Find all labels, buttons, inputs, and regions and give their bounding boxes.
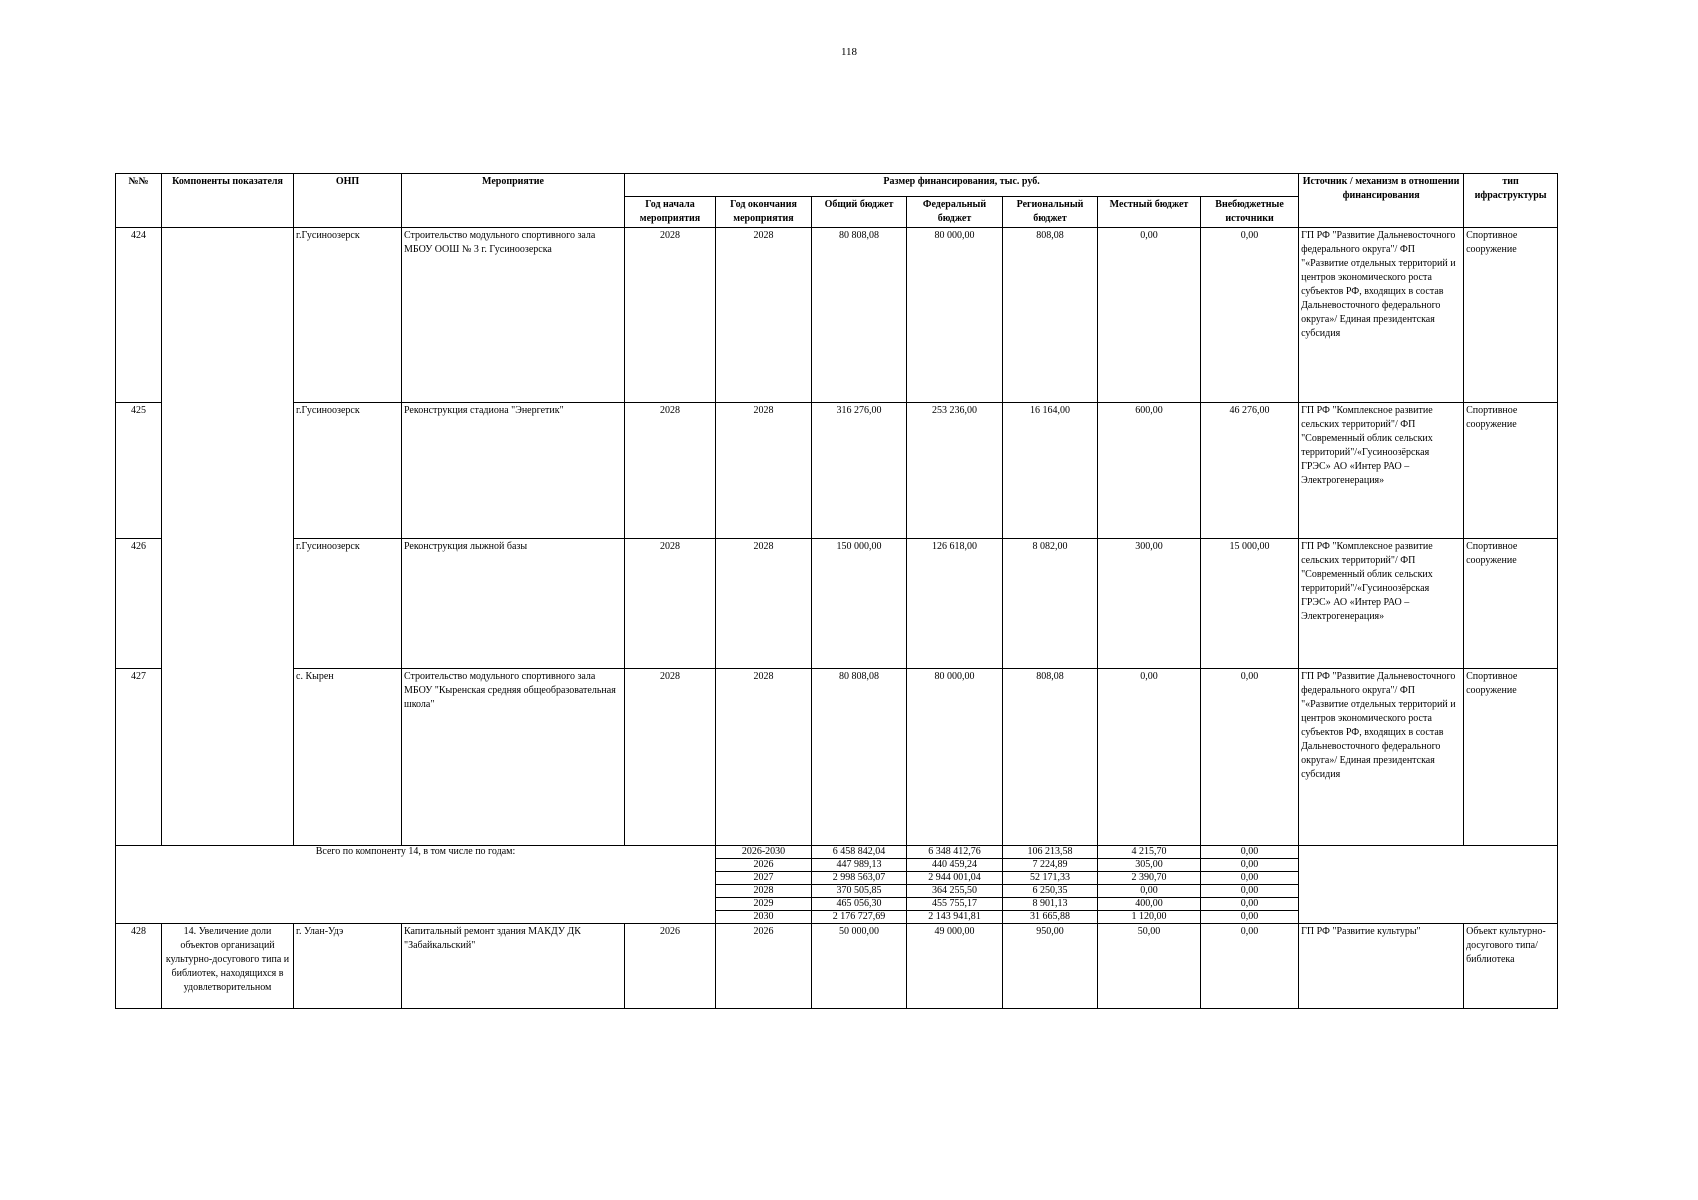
totals-local: 2 390,70 <box>1098 872 1201 885</box>
totals-extra: 0,00 <box>1201 911 1299 924</box>
table-row <box>116 924 1558 1009</box>
header-infra-type: тип ифраструктуры <box>1464 174 1558 228</box>
row-onp: с. Кырен <box>294 669 402 846</box>
row-total: 50 000,00 <box>812 924 907 1009</box>
row-start: 2028 <box>625 669 716 846</box>
header-num: №№ <box>116 174 162 228</box>
totals-year: 2026-2030 <box>716 846 812 859</box>
row-infra: Спортивное сооружение <box>1464 228 1558 403</box>
financing-table <box>115 173 1558 1009</box>
header-row-main <box>116 174 1558 197</box>
row-num: 427 <box>116 669 162 846</box>
header-local-budget: Местный бюджет <box>1098 197 1201 228</box>
header-source: Источник / механизм в отношении финансирования <box>1299 174 1464 228</box>
row-component-empty <box>162 228 294 846</box>
totals-total: 447 989,13 <box>812 859 907 872</box>
row-regional: 808,08 <box>1003 228 1098 403</box>
totals-regional: 7 224,89 <box>1003 859 1098 872</box>
row-source: ГП РФ "Комплексное развитие сельских территорий"/ ФП "Современный облик сельских территорий"/«Гусиноозёрская ГРЭС» АО «Интер РАО – Электрогенерация» <box>1299 403 1464 539</box>
row-onp: г.Гусиноозерск <box>294 228 402 403</box>
header-extra-budget: Внебюджетные источники <box>1201 197 1299 228</box>
totals-federal: 6 348 412,76 <box>907 846 1003 859</box>
row-event: Реконструкция лыжной базы <box>402 539 625 669</box>
totals-year: 2027 <box>716 872 812 885</box>
table-row <box>116 539 1558 669</box>
row-extra: 0,00 <box>1201 228 1299 403</box>
totals-regional: 8 901,13 <box>1003 898 1098 911</box>
totals-empty <box>1299 846 1558 924</box>
totals-federal: 364 255,50 <box>907 885 1003 898</box>
row-federal: 253 236,00 <box>907 403 1003 539</box>
row-start: 2026 <box>625 924 716 1009</box>
totals-total: 2 998 563,07 <box>812 872 907 885</box>
row-source: ГП РФ "Развитие Дальневосточного федерального округа"/ ФП "«Развитие отдельных территорий и центров экономического роста субъектов РФ, входящих в состав Дальневосточного федерального округа»/ Единая президентская субсидия <box>1299 669 1464 846</box>
row-start: 2028 <box>625 228 716 403</box>
totals-year: 2029 <box>716 898 812 911</box>
table-row <box>116 669 1558 846</box>
row-end: 2028 <box>716 539 812 669</box>
row-event: Капитальный ремонт здания МАКДУ ДК "Забайкальский" <box>402 924 625 1009</box>
header-regional-budget: Региональный бюджет <box>1003 197 1098 228</box>
row-end: 2028 <box>716 228 812 403</box>
row-regional: 16 164,00 <box>1003 403 1098 539</box>
row-total: 316 276,00 <box>812 403 907 539</box>
row-num: 428 <box>116 924 162 1009</box>
row-source: ГП РФ "Развитие Дальневосточного федерального округа"/ ФП "«Развитие отдельных территорий и центров экономического роста субъектов РФ, входящих в состав Дальневосточного федерального округа»/ Единая президентская субсидия <box>1299 228 1464 403</box>
totals-local: 0,00 <box>1098 885 1201 898</box>
header-total-budget: Общий бюджет <box>812 197 907 228</box>
row-extra: 0,00 <box>1201 669 1299 846</box>
totals-year: 2030 <box>716 911 812 924</box>
table-row <box>116 228 1558 403</box>
totals-total: 465 056,30 <box>812 898 907 911</box>
row-event: Строительство модульного спортивного зала МБОУ ООШ № 3 г. Гусиноозерска <box>402 228 625 403</box>
header-onp: ОНП <box>294 174 402 228</box>
header-event: Мероприятие <box>402 174 625 228</box>
totals-federal: 2 944 001,04 <box>907 872 1003 885</box>
totals-extra: 0,00 <box>1201 859 1299 872</box>
page-number: 118 <box>840 46 858 58</box>
row-start: 2028 <box>625 403 716 539</box>
totals-total: 6 458 842,04 <box>812 846 907 859</box>
row-onp: г. Улан-Удэ <box>294 924 402 1009</box>
row-onp: г.Гусиноозерск <box>294 403 402 539</box>
row-num: 426 <box>116 539 162 669</box>
totals-label: Всего по компоненту 14, в том числе по годам: <box>116 846 716 924</box>
row-infra: Спортивное сооружение <box>1464 403 1558 539</box>
row-federal: 80 000,00 <box>907 669 1003 846</box>
row-num: 425 <box>116 403 162 539</box>
totals-local: 400,00 <box>1098 898 1201 911</box>
row-regional: 808,08 <box>1003 669 1098 846</box>
row-total: 150 000,00 <box>812 539 907 669</box>
totals-extra: 0,00 <box>1201 872 1299 885</box>
row-extra: 15 000,00 <box>1201 539 1299 669</box>
totals-local: 1 120,00 <box>1098 911 1201 924</box>
totals-year: 2026 <box>716 859 812 872</box>
row-infra: Объект культурно-досугового типа/библиотека <box>1464 924 1558 1009</box>
totals-regional: 31 665,88 <box>1003 911 1098 924</box>
header-start-year: Год начала мероприятия <box>625 197 716 228</box>
totals-total: 2 176 727,69 <box>812 911 907 924</box>
totals-year: 2028 <box>716 885 812 898</box>
row-infra: Спортивное сооружение <box>1464 669 1558 846</box>
totals-regional: 106 213,58 <box>1003 846 1098 859</box>
row-local: 0,00 <box>1098 669 1201 846</box>
totals-federal: 2 143 941,81 <box>907 911 1003 924</box>
totals-extra: 0,00 <box>1201 898 1299 911</box>
totals-regional: 52 171,33 <box>1003 872 1098 885</box>
totals-local: 305,00 <box>1098 859 1201 872</box>
row-event: Строительство модульного спортивного зала МБОУ "Кыренская средняя общеобразовательная школа" <box>402 669 625 846</box>
row-start: 2028 <box>625 539 716 669</box>
row-federal: 126 618,00 <box>907 539 1003 669</box>
header-end-year: Год окончания мероприятия <box>716 197 812 228</box>
totals-federal: 455 755,17 <box>907 898 1003 911</box>
row-total: 80 808,08 <box>812 669 907 846</box>
row-source: ГП РФ "Развитие культуры" <box>1299 924 1464 1009</box>
row-regional: 8 082,00 <box>1003 539 1098 669</box>
row-total: 80 808,08 <box>812 228 907 403</box>
row-federal: 80 000,00 <box>907 228 1003 403</box>
row-extra: 46 276,00 <box>1201 403 1299 539</box>
row-num: 424 <box>116 228 162 403</box>
header-federal-budget: Федеральный бюджет <box>907 197 1003 228</box>
header-components: Компоненты показателя <box>162 174 294 228</box>
row-source: ГП РФ "Комплексное развитие сельских территорий"/ ФП "Современный облик сельских территорий"/«Гусиноозёрская ГРЭС» АО «Интер РАО – Электрогенерация» <box>1299 539 1464 669</box>
totals-row <box>116 846 1558 859</box>
table-row <box>116 403 1558 539</box>
row-local: 50,00 <box>1098 924 1201 1009</box>
row-local: 300,00 <box>1098 539 1201 669</box>
row-onp: г.Гусиноозерск <box>294 539 402 669</box>
row-regional: 950,00 <box>1003 924 1098 1009</box>
totals-local: 4 215,70 <box>1098 846 1201 859</box>
row-local: 600,00 <box>1098 403 1201 539</box>
header-financing: Размер финансирования, тыс. руб. <box>625 174 1299 197</box>
row-end: 2028 <box>716 669 812 846</box>
row-federal: 49 000,00 <box>907 924 1003 1009</box>
totals-federal: 440 459,24 <box>907 859 1003 872</box>
row-extra: 0,00 <box>1201 924 1299 1009</box>
row-end: 2026 <box>716 924 812 1009</box>
row-local: 0,00 <box>1098 228 1201 403</box>
row-component: 14. Увеличение доли объектов организаций культурно-досугового типа и библиотек, находящихся в удовлетворительном <box>162 924 294 1009</box>
row-infra: Спортивное сооружение <box>1464 539 1558 669</box>
totals-regional: 6 250,35 <box>1003 885 1098 898</box>
totals-total: 370 505,85 <box>812 885 907 898</box>
row-end: 2028 <box>716 403 812 539</box>
row-event: Реконструкция стадиона "Энергетик" <box>402 403 625 539</box>
totals-extra: 0,00 <box>1201 846 1299 859</box>
totals-extra: 0,00 <box>1201 885 1299 898</box>
